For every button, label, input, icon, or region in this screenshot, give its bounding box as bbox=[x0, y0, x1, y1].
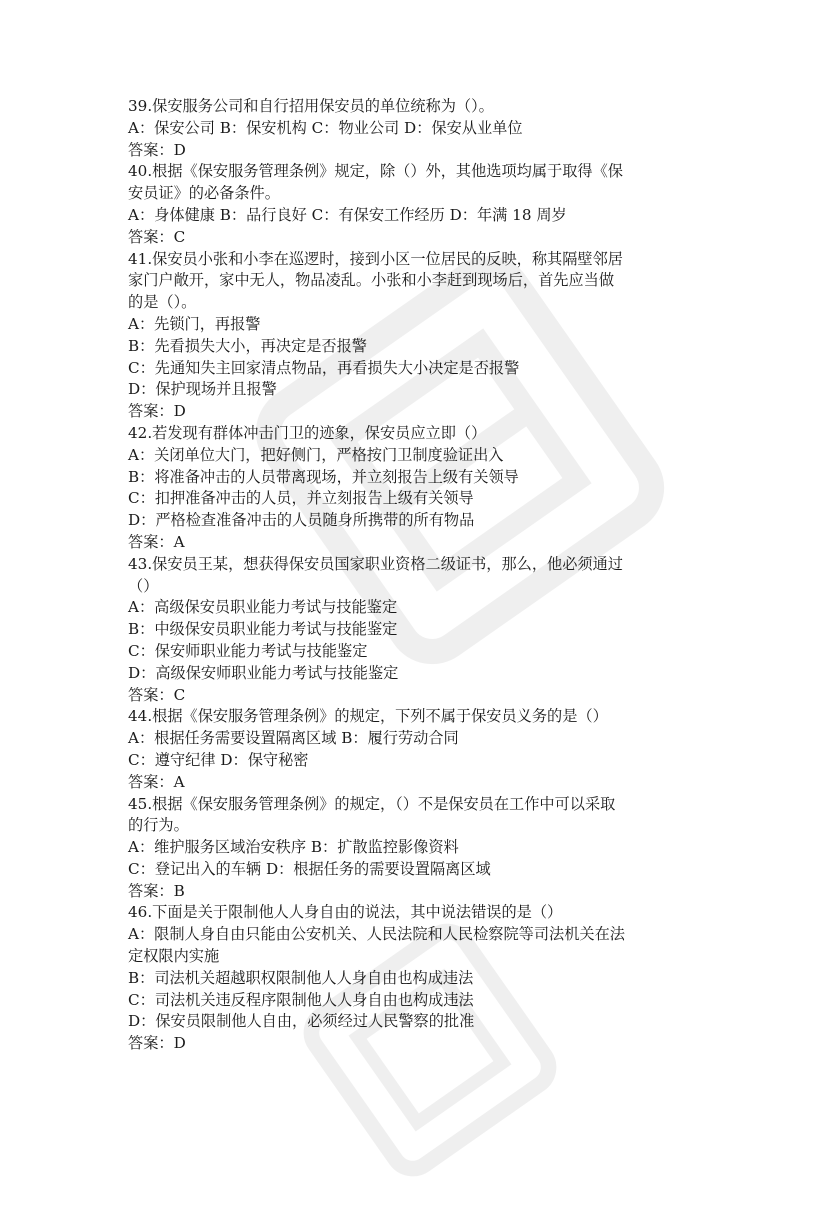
text-line: C：司法机关违反程序限制他人人身自由也构成违法 bbox=[128, 990, 474, 1009]
text-line: D：严格检查准备冲击的人员随身所携带的所有物品 bbox=[128, 511, 475, 530]
text-line: A：高级保安员职业能力考试与技能鉴定 bbox=[128, 598, 398, 617]
text-line: 家门户敞开，家中无人，物品凌乱。小张和小李赶到现场后，首先应当做 bbox=[128, 271, 614, 290]
text-line: 答案：D bbox=[128, 1034, 186, 1053]
text-line: 45.根据《保安服务管理条例》的规定，（）不是保安员在工作中可以采取 bbox=[128, 794, 616, 813]
text-line: 46.下面是关于限制他人人身自由的说法，其中说法错误的是（） bbox=[128, 903, 563, 922]
text-line: A：关闭单位大门，把好侧门，严格按门卫制度验证出入 bbox=[128, 445, 504, 464]
text-line: 答案：C bbox=[128, 685, 186, 704]
text-line: B：司法机关超越职权限制他人人身自由也构成违法 bbox=[128, 968, 474, 987]
text-line: A：先锁门，再报警 bbox=[128, 314, 261, 333]
text-line: 答案：A bbox=[128, 772, 185, 791]
text-line: C：扣押准备冲击的人员，并立刻报告上级有关领导 bbox=[128, 489, 474, 508]
text-line: B：中级保安员职业能力考试与技能鉴定 bbox=[128, 620, 398, 639]
text-line: 定权限内实施 bbox=[128, 947, 220, 966]
text-line: D：高级保安师职业能力考试与技能鉴定 bbox=[128, 663, 399, 682]
text-line: 答案：D bbox=[128, 402, 186, 421]
text-line: 答案：D bbox=[128, 140, 186, 159]
text-line: 答案：A bbox=[128, 532, 185, 551]
text-line: 40.根据《保安服务管理条例》规定，除（）外，其他选项均属于取得《保 bbox=[128, 162, 623, 181]
text-line: A：根据任务需要设置隔离区域 B：履行劳动合同 bbox=[128, 729, 459, 748]
text-line: B：先看损失大小，再决定是否报警 bbox=[128, 336, 367, 355]
text-line: 39.保安服务公司和自行招用保安员的单位统称为（）。 bbox=[128, 97, 494, 115]
text-line: 答案：B bbox=[128, 881, 185, 900]
text-line: 41.保安员小张和小李在巡逻时，接到小区一位居民的反映，称其隔壁邻居 bbox=[128, 249, 623, 268]
text-line: D：保护现场并且报警 bbox=[128, 380, 277, 399]
text-line: D：保安员限制他人自由，必须经过人民警察的批准 bbox=[128, 1012, 475, 1031]
text-line: A：身体健康 B：品行良好 C：有保安工作经历 D：年满 18 周岁 bbox=[128, 205, 567, 224]
text-line: 安员证》的必备条件。 bbox=[128, 184, 280, 203]
text-line: A：维护服务区域治安秩序 B：扩散监控影像资料 bbox=[128, 838, 459, 857]
text-line: C：先通知失主回家清点物品，再看损失大小决定是否报警 bbox=[128, 358, 520, 377]
document-body bbox=[128, 96, 708, 1055]
text-line: 43.保安员王某，想获得保安员国家职业资格二级证书，那么，他必须通过 bbox=[128, 554, 623, 573]
text-line: A：限制人身自由只能由公安机关、人民法院和人民检察院等司法机关在法 bbox=[128, 925, 625, 944]
text-line: （） bbox=[128, 576, 159, 595]
text-line: A：保安公司 B：保安机构 C：物业公司 D：保安从业单位 bbox=[128, 118, 523, 137]
text-line: 的行为。 bbox=[128, 816, 189, 835]
text-line: C：遵守纪律 D：保守秘密 bbox=[128, 750, 309, 769]
text-line: B：将准备冲击的人员带离现场，并立刻报告上级有关领导 bbox=[128, 467, 519, 486]
text-line: C：登记出入的车辆 D：根据任务的需要设置隔离区域 bbox=[128, 859, 491, 878]
text-line: C：保安师职业能力考试与技能鉴定 bbox=[128, 641, 368, 660]
text-line: 44.根据《保安服务管理条例》的规定，下列不属于保安员义务的是（） bbox=[128, 707, 608, 726]
text-line: 的是（）。 bbox=[128, 293, 197, 312]
text-line: 42.若发现有群体冲击门卫的迹象，保安员应立即（） bbox=[128, 423, 487, 442]
text-line: 答案：C bbox=[128, 227, 186, 246]
